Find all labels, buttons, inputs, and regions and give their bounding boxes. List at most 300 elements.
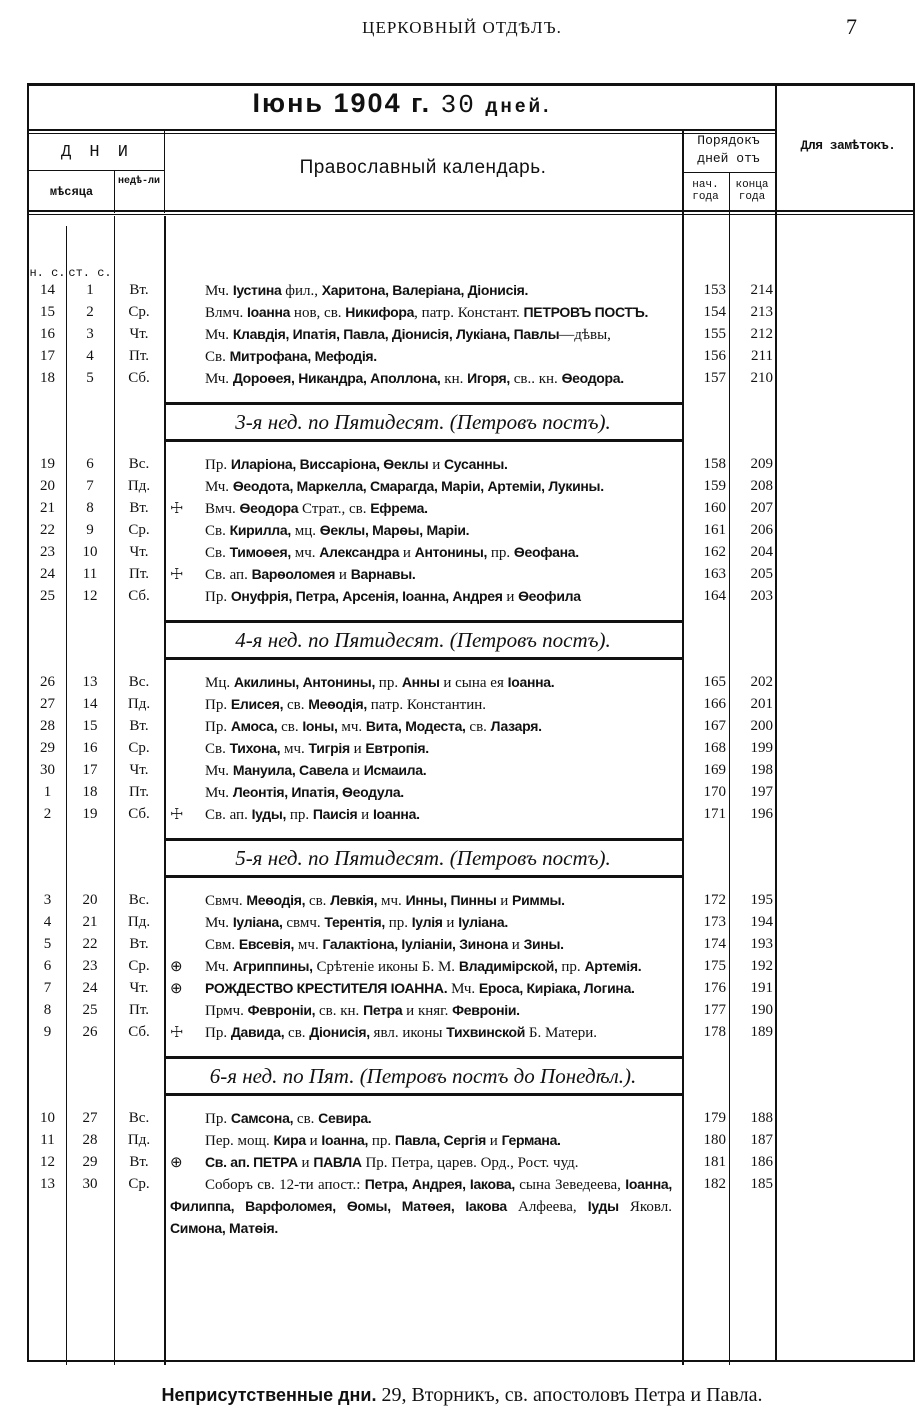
day-of-year: 176 <box>703 980 726 996</box>
saint-name: Симона, Матѳія. <box>170 1220 278 1236</box>
new-style-date: 15 <box>40 304 55 320</box>
days-remaining: 212 <box>750 326 773 342</box>
entry-text <box>170 1174 672 1239</box>
entry-note: пр. <box>487 545 514 561</box>
saints-entry <box>164 716 682 738</box>
calendar-header: Православный календарь. <box>299 157 547 178</box>
saint-name: Артемія. <box>584 958 642 974</box>
saint-name: Іуды, <box>251 806 287 822</box>
entry-note: Соборъ св. 12-ти апост.: <box>205 1177 365 1193</box>
old-style-date: 22 <box>82 936 98 952</box>
entry-note: Страт., св. <box>298 501 371 517</box>
saint-name: Терентія, <box>324 914 385 930</box>
days-remaining: 185 <box>750 1176 773 1192</box>
day-of-year: 170 <box>703 784 726 800</box>
saints-entry <box>164 804 682 826</box>
entry-note: —дѣвы, <box>559 327 611 343</box>
day-of-year: 166 <box>703 696 726 712</box>
saints-entry <box>164 956 682 978</box>
new-style-date: 10 <box>40 1110 55 1126</box>
saint-name: Іоанна, Филиппа, Варфоломея, Ѳомы, Матѳея, Іакова <box>170 1176 672 1214</box>
old-style-date: 24 <box>82 980 98 996</box>
entry-text <box>170 782 672 804</box>
new-style-date: 14 <box>40 282 55 298</box>
calendar-row <box>29 804 775 826</box>
entry-text <box>170 956 672 978</box>
from-start-header: нач. года <box>692 179 719 204</box>
entry-note: св. <box>283 697 309 713</box>
entry-note: Влмч. <box>205 305 248 321</box>
saint-name: Вита, Модеста, <box>365 718 466 734</box>
days-count: 30 <box>440 90 476 120</box>
entry-note: мц. <box>290 523 320 539</box>
saint-name: ПАВЛА <box>313 1154 362 1170</box>
rule <box>114 170 115 213</box>
entry-note: Пр. Петра, царев. Орд., Рост. чуд. <box>361 1155 579 1171</box>
footer-text: 29, Вторникъ, св. апостоловъ Петра и Павла. <box>376 1384 763 1406</box>
old-style-date: 13 <box>82 674 98 690</box>
calendar-row <box>29 324 775 346</box>
new-style-date: 11 <box>40 1132 55 1148</box>
entry-note: мч. <box>337 719 366 735</box>
weekday: Ср. <box>128 958 150 974</box>
saint-name: Св. ап. ПЕТРА <box>205 1154 298 1170</box>
saints-entry <box>164 564 682 586</box>
saints-entry <box>164 760 682 782</box>
days-remaining: 206 <box>750 522 773 538</box>
weekday: Вт. <box>129 282 149 298</box>
old-style-date: 25 <box>82 1002 98 1018</box>
old-style-date: 27 <box>82 1110 98 1126</box>
saint-name: Ѳеодора <box>239 500 299 516</box>
saints-entry <box>164 694 682 716</box>
calendar-row <box>29 1130 775 1152</box>
calendar-row <box>29 498 775 520</box>
saint-name: Февроніи. <box>452 1002 520 1018</box>
days-remaining: 205 <box>750 566 773 582</box>
new-style-date: 7 <box>43 980 52 996</box>
saints-entry <box>164 368 682 390</box>
cross-icon: ☩ <box>170 1024 184 1041</box>
entry-note: явл. иконы <box>369 1025 447 1041</box>
days-remaining: 197 <box>750 784 773 800</box>
new-style-date: 2 <box>43 806 52 822</box>
entry-note: и <box>357 807 373 823</box>
entry-note: св. кн. <box>315 1003 364 1019</box>
week-header-label: 5-я нед. по Пятидесят. (Петровъ постъ). <box>164 838 682 878</box>
days-remaining: 195 <box>750 892 773 908</box>
entry-note: Алфеева, <box>506 1199 588 1215</box>
entry-note: мч. <box>290 545 320 561</box>
saint-name: Риммы. <box>512 892 565 908</box>
new-style-date: 24 <box>40 566 55 582</box>
entry-note: пр. <box>384 915 412 931</box>
saints-entry <box>164 1108 682 1130</box>
header-rule-bottom <box>29 210 913 215</box>
days-remaining: 204 <box>750 544 773 560</box>
week-days-header: недѣ-ли <box>117 176 160 187</box>
entry-note: св. <box>305 893 331 909</box>
old-style-date: 20 <box>82 892 98 908</box>
days-remaining: 214 <box>750 282 773 298</box>
saint-name: Іустина <box>232 282 282 298</box>
weekday: Пд. <box>127 1132 151 1148</box>
calendar-table <box>27 83 915 1362</box>
saint-name: Іоанна <box>247 304 291 320</box>
calendar-row <box>29 738 775 760</box>
old-style-date: 7 <box>86 478 94 494</box>
saint-name: Германа. <box>501 1132 561 1148</box>
entry-text <box>170 368 672 390</box>
days-remaining: 208 <box>750 478 773 494</box>
saint-name: Іоанна. <box>507 674 555 690</box>
saint-name: Іоанна, <box>321 1132 369 1148</box>
week-header-row <box>29 1044 775 1108</box>
entry-note: Вмч. <box>205 501 240 517</box>
saints-entry <box>164 672 682 694</box>
entry-note: Св. <box>205 545 230 561</box>
weekday: Ср. <box>128 304 150 320</box>
saint-name: Варнавы. <box>350 566 416 582</box>
old-style-date: 9 <box>86 522 94 538</box>
week-header-row <box>29 390 775 454</box>
week-header-row <box>29 608 775 672</box>
weekday: Пт. <box>128 566 149 582</box>
saint-name: Самсона, <box>230 1110 294 1126</box>
saint-name: Тихвинской <box>446 1024 526 1040</box>
weekday: Вт. <box>129 500 149 516</box>
saints-entry <box>164 454 682 476</box>
entry-note: Св. <box>205 349 230 365</box>
saint-name: Ѳеодота, Маркелла, Смарагда, Маріи, Артеміи, Лукины. <box>232 478 604 494</box>
days-remaining: 198 <box>750 762 773 778</box>
from-end-header: конца года <box>735 179 769 204</box>
week-header-row <box>29 826 775 890</box>
days-remaining: 213 <box>750 304 773 320</box>
saint-name: Амоса, <box>230 718 278 734</box>
weekday: Вс. <box>128 1110 150 1126</box>
entry-text <box>170 804 672 826</box>
new-style-date: 13 <box>40 1176 55 1192</box>
entry-note: патр. Константин. <box>367 697 487 713</box>
calendar-row <box>29 956 775 978</box>
new-style-date: 12 <box>40 1154 55 1170</box>
day-of-year: 158 <box>703 456 726 472</box>
entry-note: Мч. <box>205 479 233 495</box>
saint-name: Александра <box>319 544 400 560</box>
day-of-year: 173 <box>703 914 726 930</box>
days-remaining: 210 <box>750 370 773 386</box>
week-header-label: 3-я нед. по Пятидесят. (Петровъ постъ). <box>164 402 682 442</box>
saint-name: Левкія, <box>330 892 378 908</box>
old-style-date: 14 <box>82 696 98 712</box>
day-of-year: 171 <box>703 806 726 822</box>
saint-name: Іоны, <box>302 718 338 734</box>
entry-text <box>170 346 672 368</box>
weekday: Пд. <box>127 914 151 930</box>
cross-icon: ☩ <box>170 500 184 517</box>
new-style-date: 3 <box>43 892 52 908</box>
weekday: Ср. <box>128 740 150 756</box>
saint-name: Сусанны. <box>444 456 508 472</box>
entry-note: и <box>399 545 415 561</box>
entry-note: Свм. <box>205 937 239 953</box>
old-style-date: 15 <box>82 718 98 734</box>
days-remaining: 209 <box>750 456 773 472</box>
new-style-date: 28 <box>40 718 55 734</box>
saint-name: Ѳеодора. <box>561 370 624 386</box>
saints-entry <box>164 280 682 302</box>
old-style-date: 1 <box>86 282 94 298</box>
saint-name: Іулія <box>411 914 443 930</box>
notes-header: Для замѣтокъ. <box>800 138 896 153</box>
saint-name: Анны <box>401 674 440 690</box>
day-of-year: 164 <box>703 588 726 604</box>
days-remaining: 200 <box>750 718 773 734</box>
entry-note: Мч. <box>447 981 479 997</box>
weekday: Ср. <box>128 1176 150 1192</box>
entry-note: Св. ап. <box>205 807 252 823</box>
entry-text <box>170 520 672 542</box>
weekday: Вт. <box>129 1154 149 1170</box>
weekday: Пт. <box>128 784 149 800</box>
calendar-row <box>29 694 775 716</box>
entry-note: мч. <box>280 741 309 757</box>
entry-text <box>170 498 672 520</box>
calendar-body <box>29 246 775 1239</box>
saint-name: Меѳодія, <box>246 892 306 908</box>
new-style-date: 16 <box>40 326 55 342</box>
old-style-date: 12 <box>82 588 98 604</box>
new-style-date: 19 <box>40 456 55 472</box>
entry-text <box>170 542 672 564</box>
entry-note: Мч. <box>205 371 233 387</box>
new-style-date: 23 <box>40 544 55 560</box>
entry-note: кн. <box>440 371 468 387</box>
entry-text <box>170 760 672 782</box>
entry-note: мч. <box>377 893 406 909</box>
old-style-date: 2 <box>86 304 94 320</box>
entry-note: Св. ап. <box>205 567 252 583</box>
calendar-row <box>29 716 775 738</box>
entry-text <box>170 1130 672 1152</box>
calendar-row <box>29 454 775 476</box>
new-style-date: 27 <box>40 696 55 712</box>
saint-name: Ѳеофана. <box>513 544 579 560</box>
entry-text <box>170 1108 672 1130</box>
entry-note: св. <box>277 719 303 735</box>
entry-note: Пр. <box>205 457 231 473</box>
old-style-label: ст. с. <box>68 266 112 280</box>
entry-note: и <box>348 763 364 779</box>
new-style-date: 5 <box>43 936 52 952</box>
day-of-year: 181 <box>703 1154 726 1170</box>
entry-note: Пер. мощ. <box>205 1133 274 1149</box>
entry-text <box>170 1000 672 1022</box>
entry-note: Мч. <box>205 785 233 801</box>
entry-note: Мч. <box>205 327 233 343</box>
entry-note: и <box>486 1133 502 1149</box>
saint-name: Іуліана. <box>458 914 508 930</box>
weekday: Вс. <box>128 892 150 908</box>
month-title <box>29 88 775 120</box>
saint-name: Зины. <box>523 936 564 952</box>
saint-name: ПЕТРОВЪ ПОСТЪ. <box>523 304 649 320</box>
weekday: Сб. <box>128 1024 150 1040</box>
saint-name: Меѳодія, <box>308 696 368 712</box>
entry-note: Прмч. <box>205 1003 248 1019</box>
new-style-date: 8 <box>43 1002 52 1018</box>
old-style-date: 18 <box>82 784 98 800</box>
saint-name: Игоря, <box>467 370 510 386</box>
entry-text <box>170 694 672 716</box>
entry-note: и княг. <box>402 1003 453 1019</box>
days-remaining: 202 <box>750 674 773 690</box>
circled-cross-icon: ⊕ <box>170 1154 183 1171</box>
days-remaining: 201 <box>750 696 773 712</box>
month-days-header: мѣсяца <box>49 185 94 199</box>
weekday: Чт. <box>129 544 149 560</box>
entry-text <box>170 978 672 1000</box>
entry-note: и <box>428 457 444 473</box>
entry-note: , патр. Констант. <box>414 305 524 321</box>
entry-note: Мц. <box>205 675 234 691</box>
saint-name: Ѳеофила <box>518 588 581 604</box>
entry-note: Свмч. <box>205 893 247 909</box>
new-style-date: 9 <box>43 1024 52 1040</box>
saint-name: Февроніи, <box>247 1002 316 1018</box>
saint-name: Кира <box>273 1132 306 1148</box>
calendar-row <box>29 1000 775 1022</box>
old-style-date: 30 <box>82 1176 98 1192</box>
saints-entry <box>164 324 682 346</box>
header-rule-top <box>29 129 775 134</box>
saints-entry <box>164 782 682 804</box>
entry-note: и <box>502 589 519 605</box>
entry-note: сына Зеведеева, <box>514 1177 626 1193</box>
saint-name: Галактіона, Іуліаніи, Зинона <box>322 936 509 952</box>
week-header-label: 6-я нед. по Пят. (Петровъ постъ до Понедѣл.). <box>164 1056 682 1096</box>
saint-name: Елисея, <box>230 696 284 712</box>
saint-name: Ефрема. <box>370 500 428 516</box>
entry-text <box>170 934 672 956</box>
calendar-row <box>29 542 775 564</box>
saint-name: Митрофана, Мефодія. <box>229 348 377 364</box>
day-of-year: 168 <box>703 740 726 756</box>
saint-name: Агриппины, <box>232 958 313 974</box>
entry-text <box>170 672 672 694</box>
entry-note: и <box>349 741 366 757</box>
old-style-date: 10 <box>82 544 98 560</box>
entry-note: и <box>305 1133 322 1149</box>
saint-name: Севира. <box>318 1110 372 1126</box>
saint-name: Петра, Андрея, Іакова, <box>364 1176 515 1192</box>
days-remaining: 187 <box>750 1132 773 1148</box>
calendar-row <box>29 564 775 586</box>
calendar-row <box>29 1022 775 1044</box>
entry-text <box>170 302 672 324</box>
new-style-date: 30 <box>40 762 55 778</box>
saint-name: Исмаила. <box>363 762 427 778</box>
new-style-date: 18 <box>40 370 55 386</box>
calendar-row <box>29 760 775 782</box>
entry-note: мч. <box>294 937 323 953</box>
new-style-date: 17 <box>40 348 55 364</box>
saints-entry <box>164 934 682 956</box>
week-header-label: 4-я нед. по Пятидесят. (Петровъ постъ). <box>164 620 682 660</box>
saint-name: Онуфрія, Петра, Арсенія, Іоанна, Андрея <box>230 588 503 604</box>
days-remaining: 193 <box>750 936 773 952</box>
old-style-date: 26 <box>82 1024 98 1040</box>
days-remaining: 189 <box>750 1024 773 1040</box>
saints-entry <box>164 738 682 760</box>
day-of-year: 156 <box>703 348 726 364</box>
weekday: Чт. <box>129 326 149 342</box>
month-year: Іюнь 1904 г. <box>252 88 432 118</box>
saints-entry <box>164 1000 682 1022</box>
days-remaining: 190 <box>750 1002 773 1018</box>
saints-entry <box>164 912 682 934</box>
day-of-year: 182 <box>703 1176 726 1192</box>
weekday: Сб. <box>128 370 150 386</box>
entry-note: Мч. <box>205 283 233 299</box>
old-style-date: 23 <box>82 958 98 974</box>
entry-text <box>170 738 672 760</box>
calendar-row <box>29 1108 775 1130</box>
new-style-date: 25 <box>40 588 55 604</box>
new-style-date: 4 <box>43 914 52 930</box>
day-of-year: 160 <box>703 500 726 516</box>
weekday: Сб. <box>128 588 150 604</box>
entry-note: свмч. <box>282 915 325 931</box>
calendar-row <box>29 520 775 542</box>
saint-name: Евсевія, <box>238 936 295 952</box>
saint-name: Антонины, <box>414 544 488 560</box>
saints-entry <box>164 1174 682 1239</box>
circled-cross-icon: ⊕ <box>170 980 183 997</box>
running-head: ЦЕРКОВНЫЙ ОТДѢЛЪ. <box>362 18 562 37</box>
saint-name: Ѳеклы, Марѳы, Маріи. <box>319 522 470 538</box>
day-of-year: 157 <box>703 370 726 386</box>
calendar-row <box>29 934 775 956</box>
days-remaining: 203 <box>750 588 773 604</box>
calendar-row <box>29 978 775 1000</box>
new-style-date: 29 <box>40 740 55 756</box>
saints-entry <box>164 1022 682 1044</box>
entry-text <box>170 890 672 912</box>
days-remaining: 194 <box>750 914 773 930</box>
calendar-row <box>29 1152 775 1174</box>
entry-note: Б. Матери. <box>525 1025 598 1041</box>
days-remaining: 192 <box>750 958 773 974</box>
days-remaining: 211 <box>751 348 773 364</box>
new-style-date: 1 <box>43 784 52 800</box>
old-style-date: 21 <box>82 914 98 930</box>
calendar-row <box>29 890 775 912</box>
entry-text <box>170 564 672 586</box>
entry-text <box>170 586 672 608</box>
day-of-year: 172 <box>703 892 726 908</box>
old-style-date: 17 <box>82 762 98 778</box>
day-of-year: 154 <box>703 304 726 320</box>
cross-icon: ☩ <box>170 566 184 583</box>
page-number: 7 <box>846 14 857 39</box>
day-of-year: 179 <box>703 1110 726 1126</box>
new-style-date: 20 <box>40 478 55 494</box>
saint-name: Давида, <box>230 1024 285 1040</box>
old-style-date: 8 <box>86 500 94 516</box>
saint-name: Евтропія. <box>365 740 429 756</box>
